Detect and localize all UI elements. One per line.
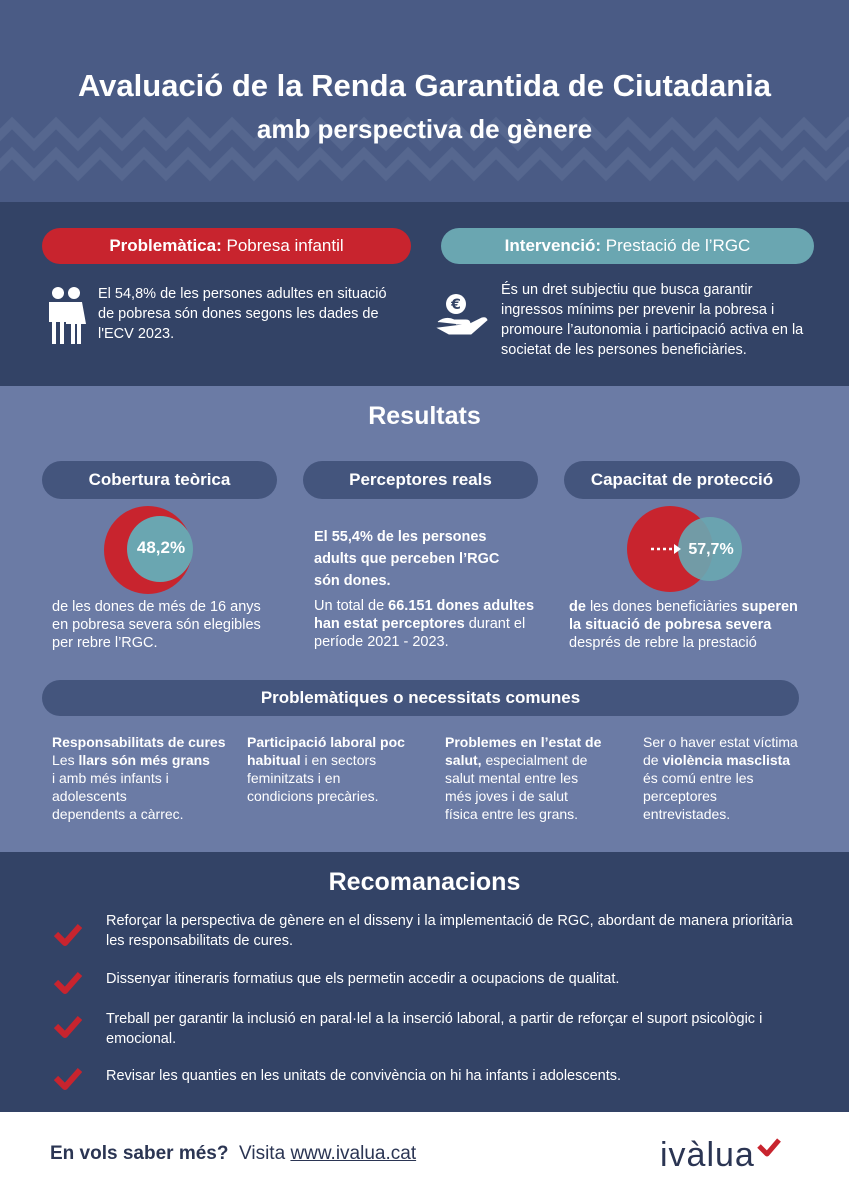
intervention-pill-label: Prestació de l’RGC [605, 236, 751, 255]
coverage-text-line: de les dones de més de 16 anys [52, 599, 261, 615]
footer [0, 1112, 849, 1200]
real-recipients-pill: Perceptores reals [303, 461, 538, 499]
labour-line: condicions precàries. [247, 788, 379, 804]
main-title: Avaluació de la Renda Garantida de Ciutadania [77, 68, 772, 103]
health-line: física entre les grans. [445, 806, 579, 822]
care-line: adolescents [52, 788, 127, 804]
women-icon [46, 286, 86, 344]
labour-line: feminitzats i en [247, 770, 341, 786]
care-line: dependents a càrrec. [52, 806, 184, 822]
protection-text [569, 598, 798, 652]
problem-col-labour [247, 733, 405, 805]
recommendations-section [0, 852, 849, 1112]
logo-text: ivàlua [660, 1136, 755, 1174]
intervention-text-line: ingressos mínims per prevenir la pobresa i [501, 302, 775, 318]
intervention-pill [441, 228, 814, 264]
real-perceptores-post: durant el [464, 616, 526, 632]
recommendation-item [106, 911, 806, 951]
footer-cta [50, 1143, 416, 1165]
health-bold: Problemes en l’estat de [445, 734, 602, 750]
health-post: especialment de [481, 752, 588, 768]
problem-text-line: l'ECV 2023. [98, 326, 175, 342]
real-bold-line: El 55,4% de les persones [314, 529, 487, 545]
protection-value: 57,7% [688, 541, 734, 558]
coverage-value: 48,2% [136, 538, 186, 557]
labour-bold-2: habitual [247, 752, 301, 768]
health-bold-2: salut, [445, 752, 482, 768]
problem-pill-bold: Problemàtica: [109, 236, 222, 255]
labour-post: i en sectors [300, 752, 377, 768]
health-line: més joves i de salut [445, 788, 568, 804]
website-link[interactable]: www.ivalua.cat [290, 1143, 417, 1164]
real-bold-text [314, 526, 499, 592]
health-line: salut mental entre les [445, 770, 579, 786]
logo-check-icon [757, 1138, 781, 1158]
recommendation-item [106, 1009, 806, 1049]
hand-coin-icon [436, 292, 488, 340]
footer-visit: Visita [239, 1143, 286, 1164]
problem-col-care [52, 733, 226, 823]
violence-pre: de [643, 752, 663, 768]
intervention-pill-bold: Intervenció: [504, 236, 602, 255]
violence-bold: violència masclista [662, 752, 791, 768]
recommendation-line: Reforçar la perspectiva de gènere en el disseny i la implementació de RGC, abordant de manera prioritària [106, 913, 793, 929]
real-total-text [314, 597, 534, 651]
real-bold-line: adults que perceben l’RGC [314, 551, 500, 567]
problem-pill [42, 228, 411, 264]
recommendation-line: Treball per garantir la inclusió en paral·lel a la inserció laboral, a partir de reforçar el suport psicològic i [106, 1011, 763, 1027]
real-perceptores-bold: han estat perceptores [314, 616, 465, 632]
labour-bold: Participació laboral poc [247, 734, 405, 750]
problem-text-line: de pobresa són dones segons les dades de [98, 306, 379, 322]
intervention-text-line: societat de les persones beneficiàries. [501, 342, 747, 358]
intervention-text-line: promoure l’autonomia i participació activa en la [501, 322, 804, 338]
problems-pill: Problemàtiques o necessitats comunes [42, 680, 799, 716]
check-icon [54, 1014, 82, 1038]
violence-line-1: Ser o haver estat víctima [643, 734, 798, 750]
results-section [0, 386, 849, 852]
recommendation-line: les responsabilitats de cures. [106, 933, 293, 949]
intro-section [0, 202, 849, 386]
check-icon [54, 922, 82, 946]
problem-pill-label: Pobresa infantil [226, 236, 344, 255]
footer-question: En vols saber més? [50, 1143, 229, 1164]
protection-bold-b: superen [741, 599, 798, 615]
check-icon [54, 1066, 82, 1090]
recommendation-item [106, 969, 806, 989]
problem-text-line: El 54,8% de les persones adultes en situació [98, 286, 387, 302]
real-total-bold: 66.151 dones adultes [388, 598, 535, 614]
coverage-text-line: per rebre l’RGC. [52, 635, 158, 651]
main-subtitle: amb perspectiva de gènere [256, 114, 593, 144]
problem-col-violence [643, 733, 798, 823]
check-icon [54, 970, 82, 994]
header-banner [0, 0, 849, 202]
svg-text:€: € [451, 297, 461, 313]
violence-line: perceptores [643, 788, 717, 804]
real-total-pre: Un total de [314, 598, 389, 614]
intervention-text [501, 280, 803, 360]
problem-col-health [445, 733, 601, 823]
recommendation-item [106, 1066, 806, 1086]
results-title: Resultats [368, 402, 481, 430]
real-period: període 2021 - 2023. [314, 634, 449, 650]
intervention-text-line: És un dret subjectiu que busca garantir [501, 282, 753, 298]
recommendation-line: Revisar les quanties en les unitats de convivència on hi ha infants i adolescents. [106, 1068, 622, 1084]
protection-after: després de rebre la prestació [569, 635, 757, 651]
coverage-text-line: en pobresa severa són elegibles [52, 617, 261, 633]
protection-pill: Capacitat de protecció [564, 461, 800, 499]
care-bold-2: llars són més grans [78, 752, 210, 768]
violence-line: entrevistades. [643, 806, 731, 822]
care-pre: Les [52, 752, 79, 768]
recommendation-line: Dissenyar itineraris formatius que els permetin accedir a ocupacions de qualitat. [106, 971, 620, 987]
protection-bold-line: la situació de pobresa severa [569, 617, 772, 633]
recommendations-title: Recomanacions [328, 868, 521, 896]
protection-bold-a: de [569, 599, 586, 615]
coverage-pill: Cobertura teòrica [42, 461, 277, 499]
recommendation-line: emocional. [106, 1031, 177, 1047]
care-line: i amb més infants i [52, 770, 169, 786]
violence-line: és comú entre les [643, 770, 754, 786]
ivalua-logo [660, 1136, 781, 1175]
problem-text [98, 284, 387, 344]
real-bold-line: són dones. [314, 573, 391, 589]
protection-mid: les dones beneficiàries [585, 599, 742, 615]
coverage-text [52, 598, 261, 652]
care-bold: Responsabilitats de cures [52, 734, 226, 750]
